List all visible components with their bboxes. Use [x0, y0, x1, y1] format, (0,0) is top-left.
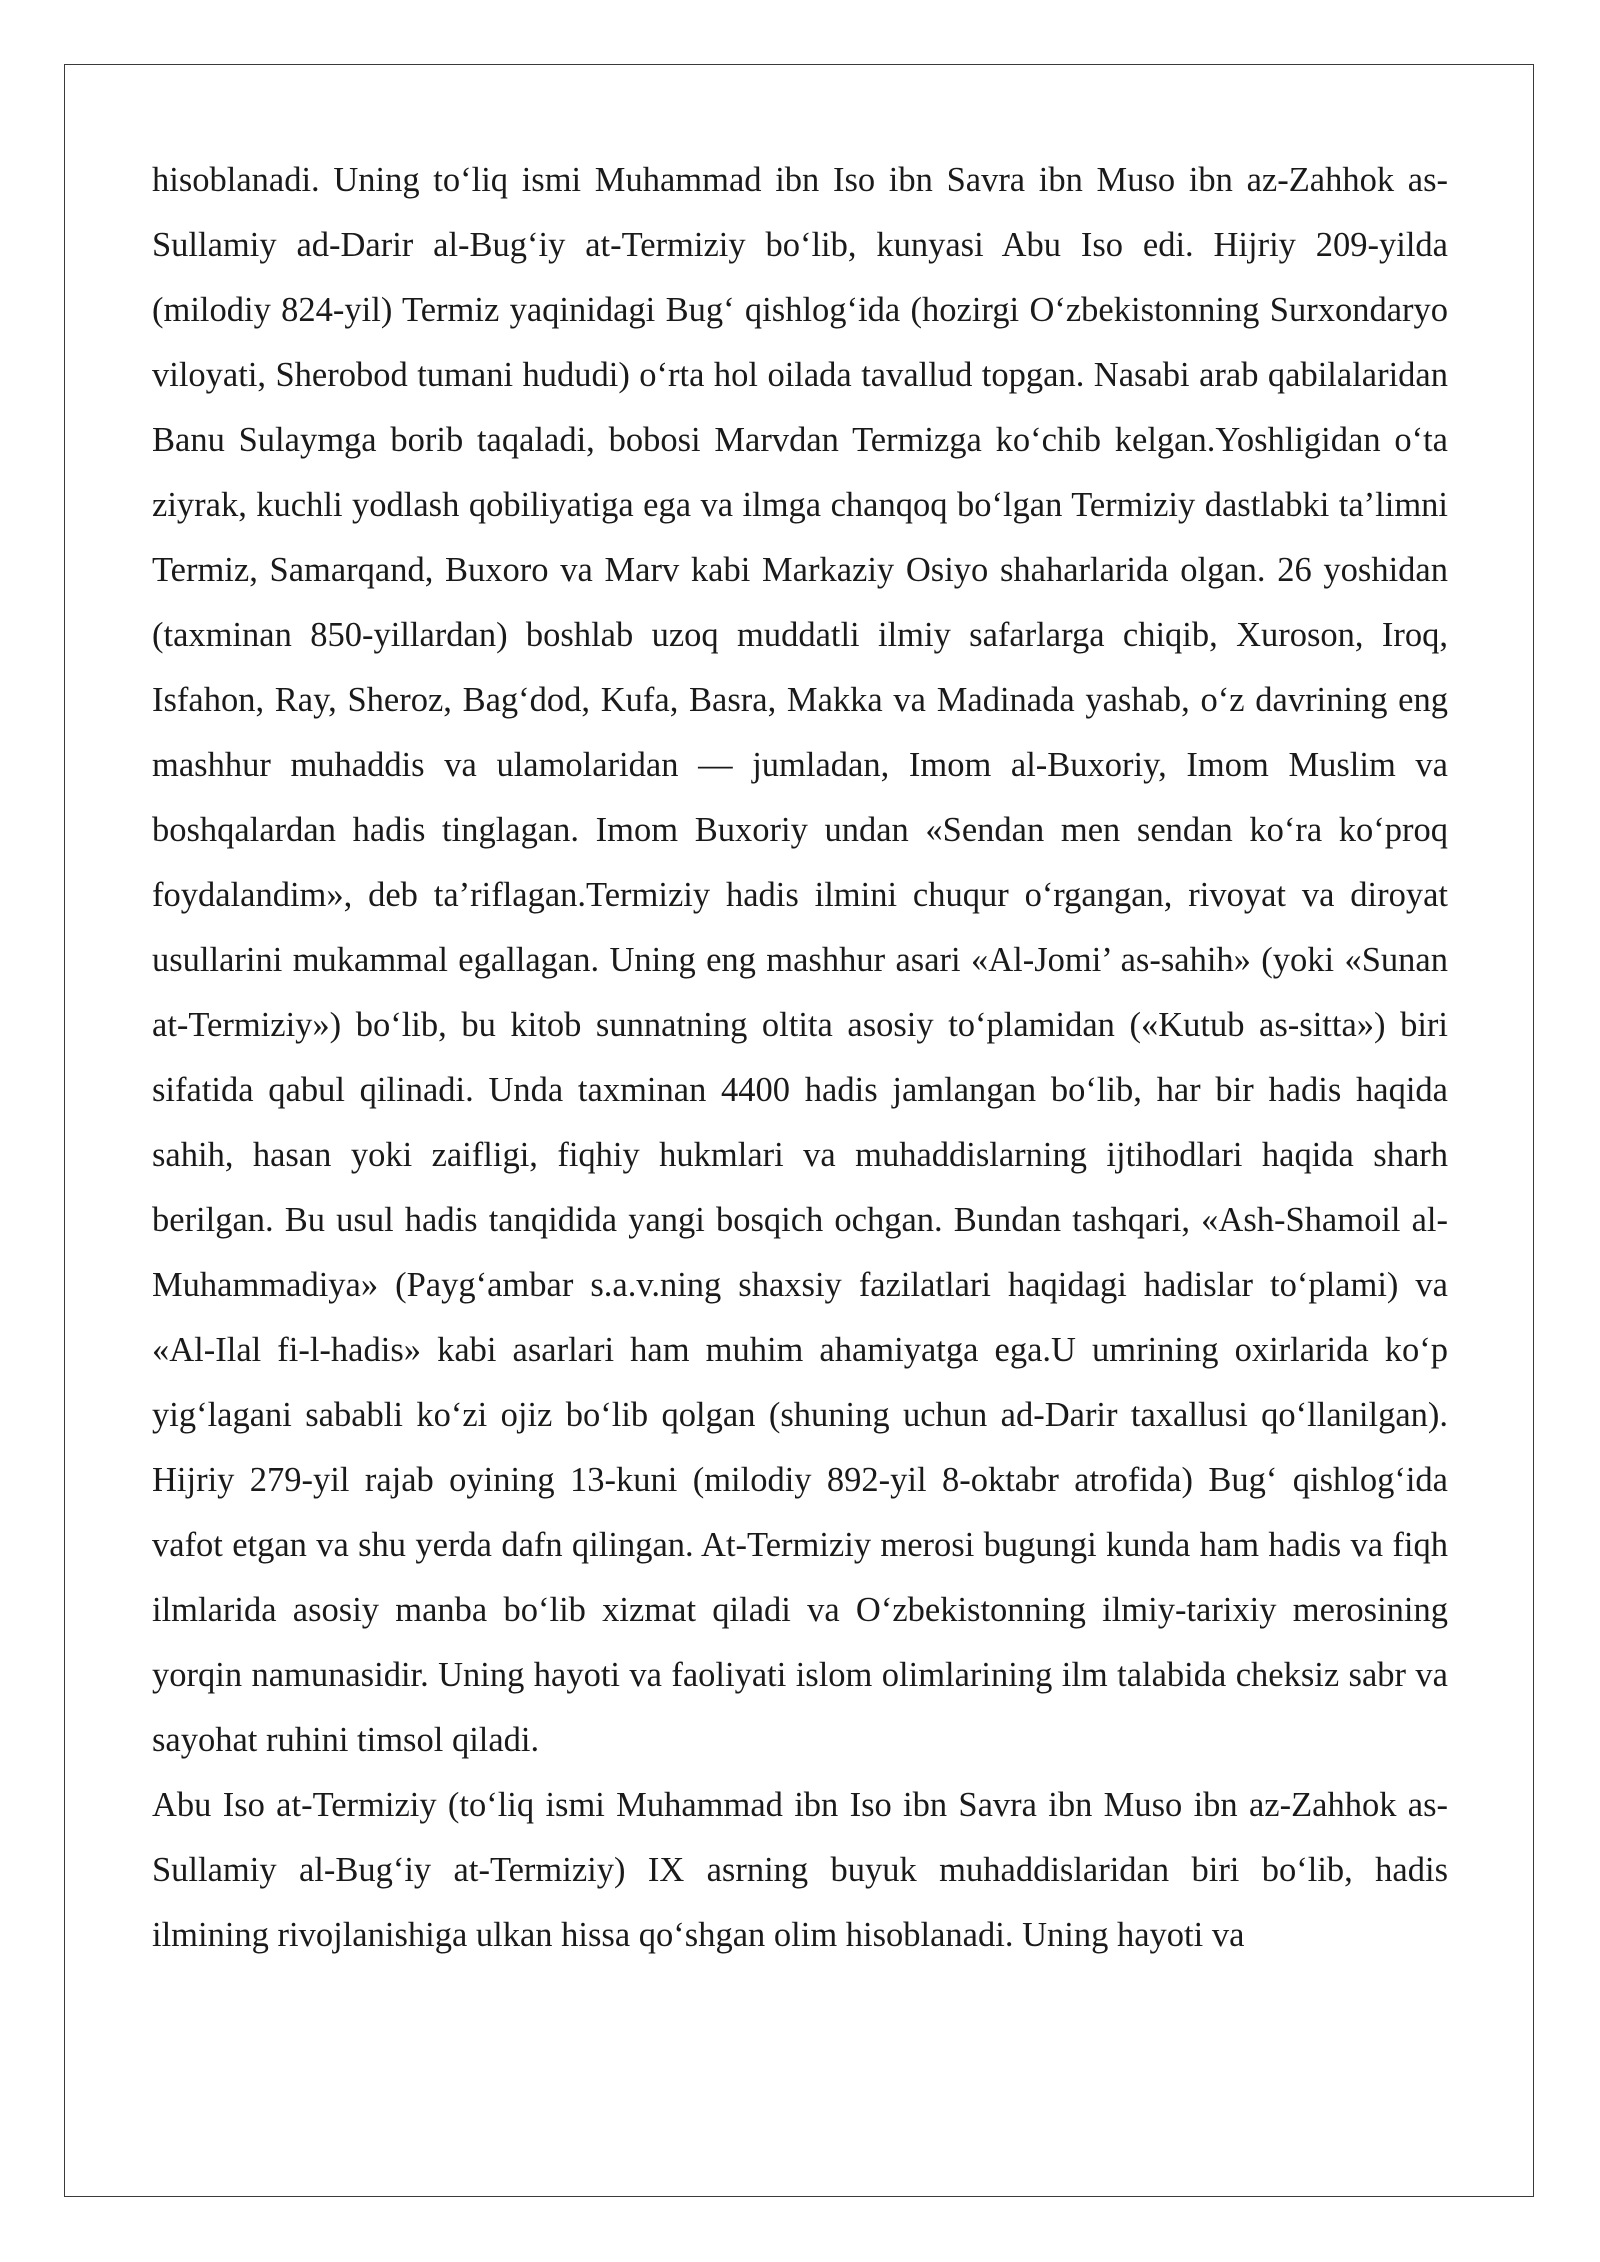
- document-body: [152, 148, 1448, 1968]
- paragraph-2: Abu Iso at-Termiziy (to‘liq ismi Muhammad ibn Iso ibn Savra ibn Muso ibn az-Zahhok as-Sullamiy al-Bug‘iy at-Termiziy) IX asrning buyuk muhaddislaridan biri bo‘lib, hadis ilmining rivojlanishiga ulkan hissa qo‘shgan olim hisoblanadi. Uning hayoti va: [152, 1786, 1448, 1954]
- paragraph-1: hisoblanadi. Uning to‘liq ismi Muhammad ibn Iso ibn Savra ibn Muso ibn az-Zahhok as-Sullamiy ad-Darir al-Bug‘iy at-Termiziy bo‘lib, kunyasi Abu Iso edi. Hijriy 209-yilda (milodiy 824-yil) Termiz yaqinidagi Bug‘ qishlog‘ida (hozirgi O‘zbekistonning Surxondaryo viloyati, Sherobod tumani hududi) o‘rta hol oilada tavallud topgan. Nasabi arab qabilalaridan Banu Sulaymga borib taqaladi, bobosi Marvdan Termizga ko‘chib kelgan.Yoshligidan o‘ta ziyrak, kuchli yodlash qobiliyatiga ega va ilmga chanqoq bo‘lgan Termiziy dastlabki ta’limni Termiz, Samarqand, Buxoro va Marv kabi Markaziy Osiyo shaharlarida olgan. 26 yoshidan (taxminan 850-yillardan) boshlab uzoq muddatli ilmiy safarlarga chiqib, Xuroson, Iroq, Isfahon, Ray, Sheroz, Bag‘dod, Kufa, Basra, Makka va Madinada yashab, o‘z davrining eng mashhur muhaddis va ulamolaridan — jumladan, Imom al-Buxoriy, Imom Muslim va boshqalardan hadis tinglagan. Imom Buxoriy undan «Sendan men sendan ko‘ra ko‘proq foydalandim», deb ta’riflagan.Termiziy hadis ilmini chuqur o‘rgangan, rivoyat va diroyat usullarini mukammal egallagan. Uning eng mashhur asari «Al-Jomi’ as-sahih» (yoki «Sunan at-Termiziy») bo‘lib, bu kitob sunnatning oltita asosiy to‘plamidan («Kutub as-sitta») biri sifatida qabul qilinadi. Unda taxminan 4400 hadis jamlangan bo‘lib, har bir hadis haqida sahih, hasan yoki zaifligi, fiqhiy hukmlari va muhaddislarning ijtihodlari haqida sharh berilgan. Bu usul hadis tanqidida yangi bosqich ochgan. Bundan tashqari, «Ash-Shamoil al-Muhammadiya» (Payg‘ambar s.a.v.ning shaxsiy fazilatlari haqidagi hadislar to‘plami) va «Al-Ilal fi-l-hadis» kabi asarlari ham muhim ahamiyatga ega.U umrining oxirlarida ko‘p yig‘lagani sababli ko‘zi ojiz bo‘lib qolgan (shuning uchun ad-Darir taxallusi qo‘llanilgan). Hijriy 279-yil rajab oyining 13-kuni (milodiy 892-yil 8-oktabr atrofida) Bug‘ qishlog‘ida vafot etgan va shu yerda dafn qilingan. At-Termiziy merosi bugungi kunda ham hadis va fiqh ilmlarida asosiy manba bo‘lib xizmat qiladi va O‘zbekistonning ilmiy-tarixiy merosining yorqin namunasidir. Uning hayoti va faoliyati islom olimlarining ilm talabida cheksiz sabr va sayohat ruhini timsol qiladi.: [152, 161, 1448, 1759]
